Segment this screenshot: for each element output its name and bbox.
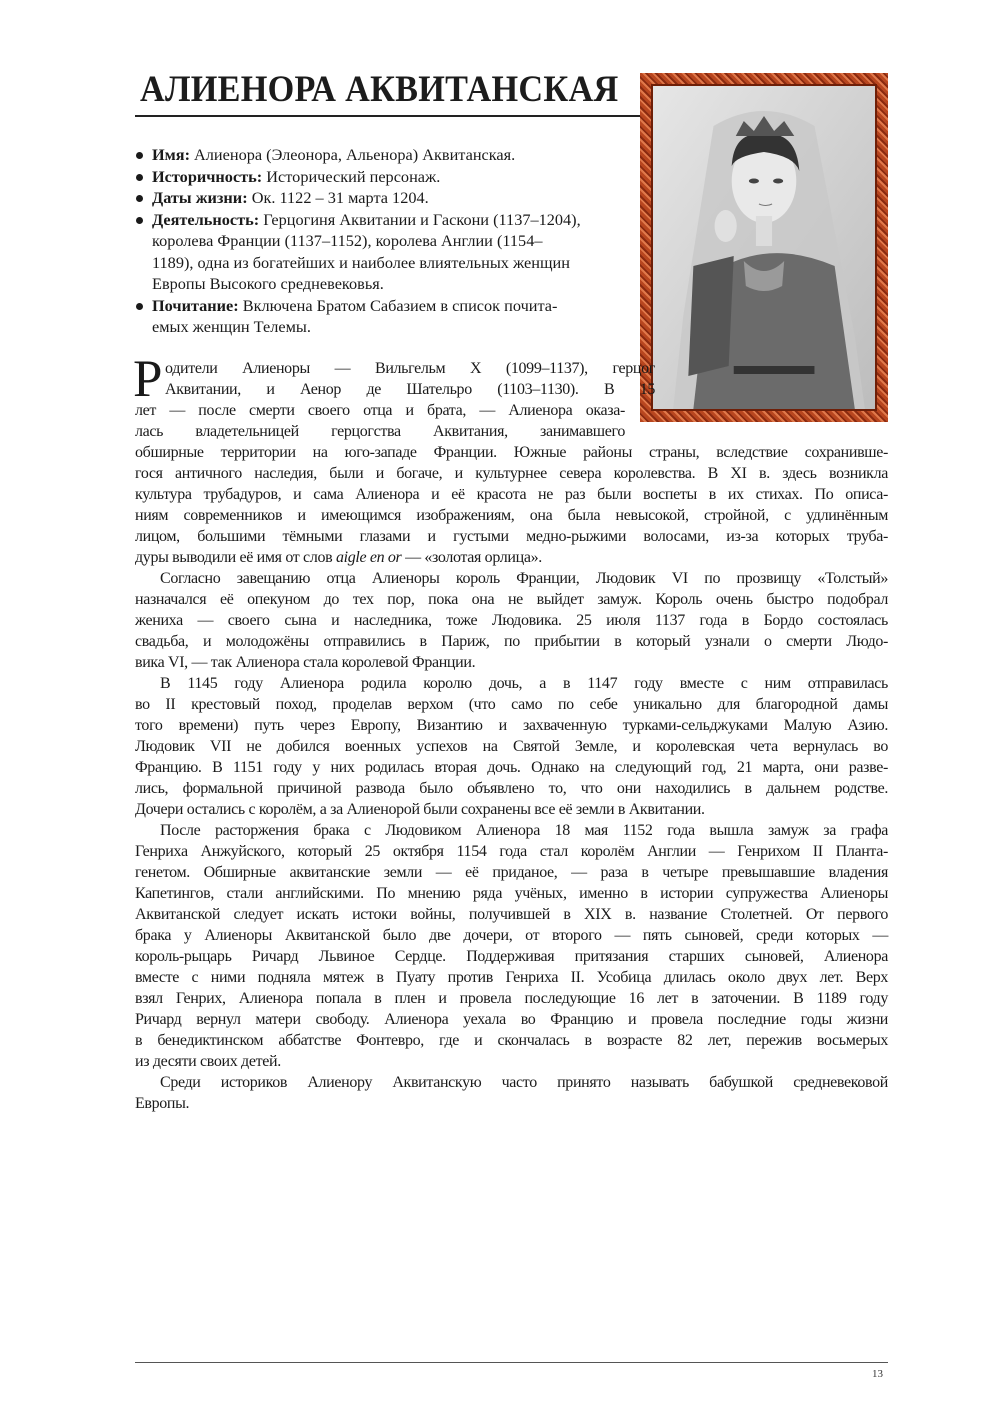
fact-line xyxy=(152,209,625,231)
text-line: После расторжения брака с Людовиком Алиенора 18 мая 1152 года вышла замуж за графа xyxy=(160,822,888,839)
text-line: во II крестовый поход, проделав верхом (что само по себе уникально для благородной дамы xyxy=(135,696,888,713)
page-number: 13 xyxy=(872,1368,883,1380)
bullet-icon xyxy=(136,303,143,310)
fact-text: Исторический персонаж. xyxy=(262,166,441,186)
text-line: Генриха Анжуйского, который 25 октября 1154 года стал королём Англии — Генрихом II Планта- xyxy=(135,843,888,860)
text-line: лась владетельницей герцогства Аквитания, занимавшего xyxy=(135,423,625,440)
text-line: король-рыцарь Ричард Львиное Сердце. Поддерживая притязания старших сыновей, Алиенора xyxy=(135,948,888,965)
fact-text: Европы Высокого средневековья. xyxy=(152,274,384,293)
text-line: Капетингов, стали английскими. По мнению ряда учёных, именно в истории супружества Алиеноры xyxy=(135,885,888,902)
text-line: в бенедиктинском аббатстве Фонтевро, где и скончалась в возрасте 82 лет, пережив восьмерых xyxy=(135,1032,888,1049)
text-line: брака у Алиеноры Аквитанской было две дочери, от второго — пять сыновей, среди которых — xyxy=(135,927,888,944)
fact-item xyxy=(135,166,625,188)
fact-item xyxy=(135,187,625,209)
title-rule xyxy=(135,115,640,117)
facts-list xyxy=(135,144,625,338)
text-line: Аквитании, и Аенор де Шательро (1103–1130). В 15 xyxy=(165,381,655,398)
fact-text: королева Франции (1137–1152), королева Англии (1154– xyxy=(152,231,543,250)
text-line: лицом, большими тёмными глазами и густыми медно-рыжими волосами, из-за которых труба- xyxy=(135,528,888,545)
drop-cap: Р xyxy=(133,350,163,408)
text-line: жениха — своего сына и наследника, тоже Людовика. 25 июля 1137 года в Бордо состоялась xyxy=(135,612,888,629)
text-line: Среди историков Алиенору Аквитанскую часто принято называть бабушкой средневековой xyxy=(160,1074,888,1091)
text-line: генетом. Обширные аквитанские земли — её приданое, — раза в четыре превышавшие владения xyxy=(135,864,888,881)
page-title: АЛИЕНОРА АКВИТАНСКАЯ xyxy=(140,69,619,110)
paragraph xyxy=(135,673,888,820)
fact-line xyxy=(152,273,625,295)
text-line: культура трубадуров, и сама Алиенора и её красота не раз были воспеты в их стихах. По описа- xyxy=(135,486,888,503)
text-line: Европы. xyxy=(135,1095,190,1112)
text-line: из десяти своих детей. xyxy=(135,1053,281,1070)
fact-line xyxy=(152,144,625,166)
text-line: назначался её опекуном до тех пор, пока она не выйдет замуж. Король очень быстро подобрал xyxy=(135,591,888,608)
paragraph xyxy=(135,1072,888,1114)
fact-item xyxy=(135,295,625,338)
text-segment: дуры выводили её имя от слов xyxy=(135,549,336,566)
paragraph xyxy=(133,350,888,568)
text-line: ниям современников и имеющимся изображениям, она была невысокой, стройной, с удлинённым xyxy=(135,507,888,524)
fact-line xyxy=(152,295,625,317)
text-line: Дочери остались с королём, а за Алиенорой были сохранены все её земли в Аквитании. xyxy=(135,801,705,818)
paragraph xyxy=(135,568,888,673)
fact-label: Даты жизни: xyxy=(152,188,248,207)
text-line: лет — после смерти своего отца и брата, — Алиенора оказа- xyxy=(135,402,625,419)
text-line: вместе с ними подняла мятеж в Пуату против Генриха II. Усобица длилась около двух лет. Верх xyxy=(135,969,888,986)
fact-label: Почитание: xyxy=(152,295,239,315)
text-line: того времени) путь через Европу, Византию и захваченную турками-сельджуками Малую Азию. xyxy=(135,717,888,734)
fact-item xyxy=(135,144,625,166)
footer-rule xyxy=(135,1362,888,1363)
fact-label: Историчность: xyxy=(152,166,263,186)
fact-text: Ок. 1122 – 31 марта 1204. xyxy=(247,188,429,207)
fact-item xyxy=(135,209,625,295)
fact-text: 1189), одна из богатейших и наиболее влиятельных женщин xyxy=(152,252,570,272)
bullet-icon xyxy=(136,195,143,202)
italic-phrase: aigle en or xyxy=(335,549,402,566)
article-body xyxy=(133,350,888,1114)
fact-text: Включена Братом Сабазием в список почита- xyxy=(238,295,558,315)
text-line: лись, формальной причиной развода было объявлено то, что они находились в дальнем родстве. xyxy=(135,780,888,797)
fact-text: емых женщин Телемы. xyxy=(152,317,311,336)
fact-text: Герцогиня Аквитании и Гаскони (1137–1204), xyxy=(259,209,581,229)
text-line: взял Генрих, Алиенора попала в плен и провела последующие 16 лет в заточении. В 1189 году xyxy=(135,990,888,1007)
text-segment: — «золотая орлица». xyxy=(401,549,542,566)
text-line: вика VI, — так Алиенора стала королевой Франции. xyxy=(135,654,476,671)
fact-label: Имя: xyxy=(152,145,190,164)
text-line xyxy=(135,547,888,568)
text-line: свадьба, и молодожёны отправились в Париж, по прибытии в который узнали о смерти Людо- xyxy=(135,633,888,650)
text-line: Ричард вернул матери свободу. Алиенора уехала во Францию и провела последние годы жизни xyxy=(135,1011,888,1028)
text-line: обширные территории на юго-западе Франции. Южные районы страны, вследствие сохранивше- xyxy=(135,444,888,461)
text-line: Людовик VII не добился военных успехов на Святой Земле, и королевская чета вернулась во xyxy=(135,738,888,755)
fact-line xyxy=(152,252,625,274)
fact-text: Алиенора (Элеонора, Альенора) Аквитанская. xyxy=(189,145,516,164)
text-line: Францию. В 1151 году у них родилась вторая дочь. Однако на следующий год, 21 марта, они разве- xyxy=(135,759,888,776)
fact-line xyxy=(152,166,625,188)
text-line: Согласно завещанию отца Алиеноры король Франции, Людовик VI по прозвищу «Толстый» xyxy=(160,570,888,587)
fact-label: Деятельность: xyxy=(152,209,260,229)
bullet-icon xyxy=(136,174,143,181)
bullet-icon xyxy=(136,152,143,159)
bullet-icon xyxy=(136,217,143,224)
fact-line xyxy=(152,187,625,209)
paragraph xyxy=(135,820,888,1072)
text-line: В 1145 году Алиенора родила королю дочь, а в 1147 году вместе с ним отправилась xyxy=(160,675,888,692)
text-line: одители Алиеноры — Вильгельм X (1099–1137), герцог xyxy=(165,360,655,377)
fact-line xyxy=(152,316,625,338)
text-line: гося античного наследия, были и богаче, и культурнее севера королевства. В XI в. здесь возникла xyxy=(135,465,888,482)
fact-line xyxy=(152,230,625,252)
text-line: Аквитанской следует искать истоки войны, получившей в XIX в. название Столетней. От первого xyxy=(135,906,888,923)
